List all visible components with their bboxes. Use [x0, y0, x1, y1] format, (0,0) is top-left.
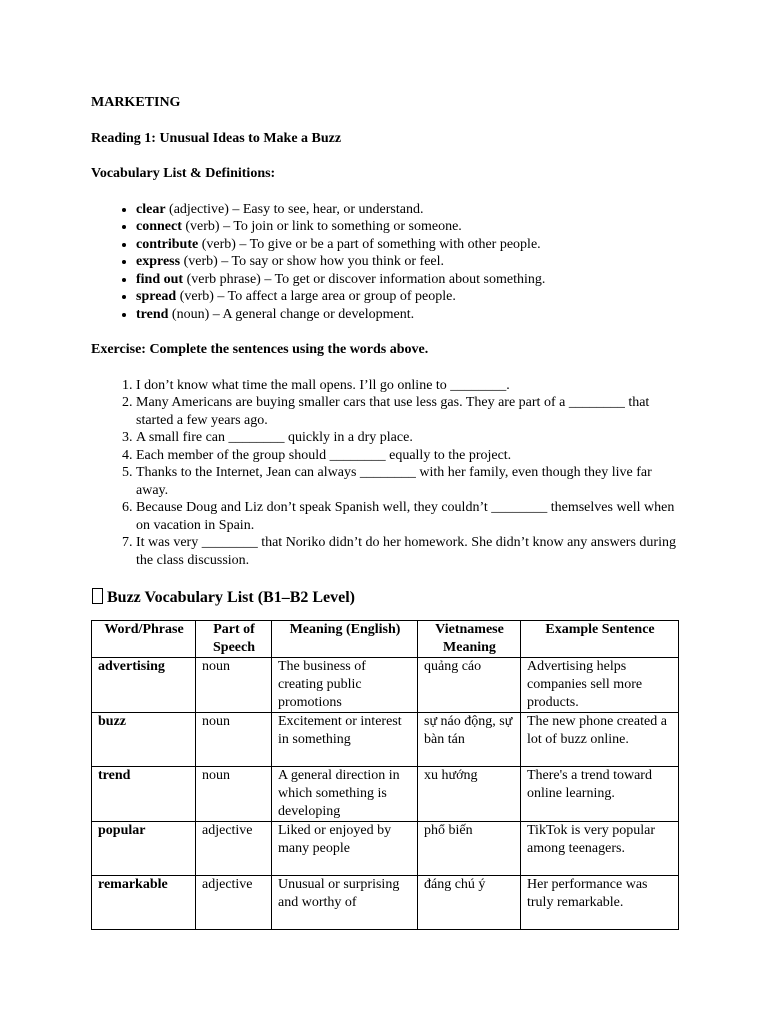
- column-header: Word/Phrase: [92, 621, 196, 658]
- exercise-item: 3. A small fire can ________ quickly in a dry place.: [136, 429, 681, 447]
- vocab-list: [91, 201, 681, 324]
- vocab-def: (verb) – To join or link to something or someone.: [181, 219, 462, 234]
- vocab-item: [136, 253, 681, 271]
- exercise-item: 4. Each member of the group should ________ equally to the project.: [136, 447, 681, 465]
- column-header: Example Sentence: [521, 621, 679, 658]
- vocab-item: [136, 236, 681, 254]
- exercise-item: 7. It was very ________ that Noriko didn’t do her homework. She didn’t know any answers during the class discussion.: [136, 534, 681, 569]
- vocab-def: (verb) – To say or show how you think or feel.: [180, 254, 445, 269]
- word-cell: trend: [92, 767, 196, 822]
- exercise-item: 6. Because Doug and Liz don’t speak Spanish well, they couldn’t ________ themselves well when on vacation in Spain.: [136, 499, 681, 534]
- vocab-item: [136, 306, 681, 324]
- vietnamese-cell: sự náo động, sự bàn tán: [418, 713, 521, 767]
- vocab-item: [136, 201, 681, 219]
- table-row: [92, 713, 679, 767]
- page-title: MARKETING: [91, 95, 181, 110]
- example-cell: The new phone created a lot of buzz online.: [521, 713, 679, 767]
- vocab-heading: Vocabulary List & Definitions:: [91, 166, 276, 181]
- meaning-cell: A general direction in which something is developing: [272, 767, 418, 822]
- missing-glyph-icon: [92, 588, 103, 604]
- meaning-cell: The business of creating public promotions: [272, 658, 418, 713]
- exercise-list: [91, 377, 681, 570]
- buzz-heading-text: Buzz Vocabulary List (B1–B2 Level): [107, 589, 356, 606]
- example-cell: Her performance was truly remarkable.: [521, 876, 679, 930]
- buzz-heading: [91, 588, 681, 608]
- vocab-def: (verb phrase) – To get or discover information about something.: [183, 271, 546, 287]
- pos-cell: adjective: [196, 876, 272, 930]
- vocab-def: (noun) – A general change or development.: [168, 306, 415, 322]
- vocab-item: [136, 288, 681, 306]
- reading-title: Reading 1: Unusual Ideas to Make a Buzz: [91, 130, 342, 146]
- example-cell: Advertising helps companies sell more products.: [521, 658, 679, 713]
- vocab-def: (verb) – To affect a large area or group of people.: [176, 289, 456, 304]
- vocab-def: (adjective) – Easy to see, hear, or understand.: [165, 201, 424, 217]
- word-cell: popular: [92, 822, 196, 876]
- vocab-word: connect: [136, 219, 182, 234]
- meaning-cell: Liked or enjoyed by many people: [272, 822, 418, 876]
- vietnamese-cell: đáng chú ý: [418, 876, 521, 930]
- column-header: Vietnamese Meaning: [418, 621, 521, 658]
- exercise-item: 1. I don’t know what time the mall opens. I’ll go online to ________.: [136, 377, 681, 395]
- exercise-heading: Exercise: Complete the sentences using the words above.: [91, 342, 429, 357]
- column-header: Meaning (English): [272, 621, 418, 658]
- pos-cell: adjective: [196, 822, 272, 876]
- vietnamese-cell: xu hướng: [418, 767, 521, 822]
- word-cell: advertising: [92, 658, 196, 713]
- meaning-cell: Unusual or surprising and worthy of: [272, 876, 418, 930]
- word-cell: buzz: [92, 713, 196, 767]
- table-row: [92, 876, 679, 930]
- vocab-word: trend: [136, 306, 169, 322]
- vocab-word: spread: [136, 289, 177, 304]
- vocab-word: find out: [136, 271, 184, 287]
- vocab-word: express: [136, 254, 181, 269]
- table-row: [92, 767, 679, 822]
- vietnamese-cell: quảng cáo: [418, 658, 521, 713]
- pos-cell: noun: [196, 713, 272, 767]
- table-header-row: [92, 621, 679, 658]
- column-header: Part of Speech: [196, 621, 272, 658]
- exercise-item: 2. Many Americans are buying smaller cars that use less gas. They are part of a ________ that started a few years ago.: [136, 394, 681, 429]
- vocab-def: (verb) – To give or be a part of something with other people.: [198, 236, 541, 252]
- pos-cell: noun: [196, 658, 272, 713]
- vietnamese-cell: phổ biến: [418, 822, 521, 876]
- word-cell: remarkable: [92, 876, 196, 930]
- exercise-item: 5. Thanks to the Internet, Jean can always ________ with her family, even though they live far away.: [136, 464, 681, 499]
- vocabulary-table: [91, 620, 679, 930]
- pos-cell: noun: [196, 767, 272, 822]
- vocab-word: contribute: [136, 236, 199, 252]
- example-cell: There's a trend toward online learning.: [521, 767, 679, 822]
- example-cell: TikTok is very popular among teenagers.: [521, 822, 679, 876]
- vocab-item: [136, 218, 681, 236]
- vocab-word: clear: [136, 201, 166, 217]
- vocab-item: [136, 271, 681, 289]
- meaning-cell: Excitement or interest in something: [272, 713, 418, 767]
- page-content: [91, 94, 681, 930]
- table-row: [92, 822, 679, 876]
- table-row: [92, 658, 679, 713]
